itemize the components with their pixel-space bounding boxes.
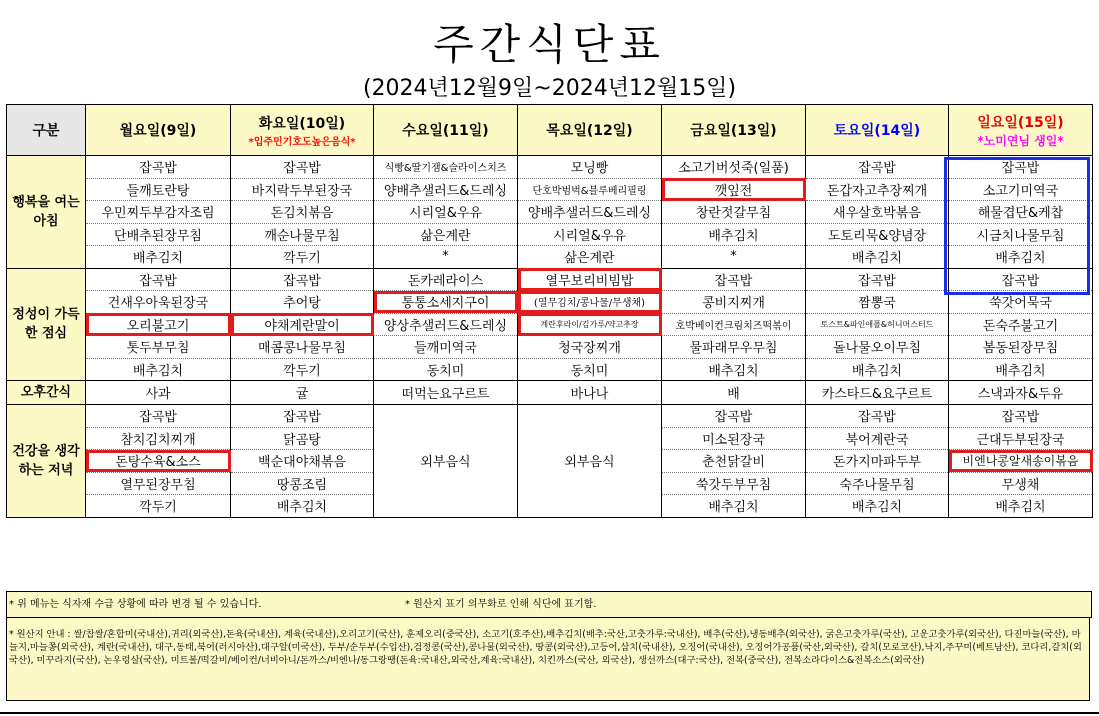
menu-item: 돈갑자고추장찌개 xyxy=(806,178,949,201)
lunch-row xyxy=(7,291,1093,314)
menu-item: 배추김치 xyxy=(806,358,949,381)
menu-item: 봄동된장무침 xyxy=(949,336,1093,359)
menu-item: 들깨미역국 xyxy=(374,336,518,359)
menu-item: 단배추된장무침 xyxy=(86,223,231,246)
menu-item: 배추김치 xyxy=(662,223,806,246)
menu-item-highlighted: (열무김치/콩나물/무생채) xyxy=(518,291,662,314)
menu-item: 돈김치볶음 xyxy=(231,201,374,224)
menu-item: 돈숙주불고기 xyxy=(949,313,1093,336)
menu-item: 쑥갓두부무침 xyxy=(662,472,806,495)
menu-item: 백순대야채볶음 xyxy=(231,450,374,473)
menu-item: 매콤콩나물무침 xyxy=(231,336,374,359)
menu-item-highlighted: 계란후라이/김가루/약고추장 xyxy=(518,313,662,336)
origin-info: * 원산지 안내 : 쌀/찹쌀/혼합미(국내산),귀리(외국산),돈육(국내산), 계육(국내산),오리고기(국산), 훈제오리(중국산), 소고기(호주산),배추김치(배추:국산,고춧가루:국내산), 배추(국산),냉동배추(외국산), 굵은고춧가루(국산), 고운고춧가루(외국산), 다진마늘(국산), 마늘지,마늘쫑(외국산), 계란(국내산), 대구,동태,북어(러시아산),대구알(미국산), 두부/순두부(수입산),검정콩(국산),콩나물(외국산), 땅콩(외국산),고등어,삼치(국내산), 오징어(국내산), 오징어가공품(국산,외국산), 갈치(모로코산),낙지,주꾸미(베트남산), 코다리,갈치(외국산), 미꾸라지(국산), 논우렁살(국산), 미트볼/떡갈비/베이컨/너비아니/돈까스/비엔나/동그랑땡(돈육:국내산,외국산,계육:국내산), 치킨까스(국산, 외국산), 생선까스(대구:국산), 전복(중국산), 전복소라다이스&전복소스(외국산) xyxy=(6,617,1090,701)
menu-item-highlighted: 열무보리비빔밥 xyxy=(518,268,662,291)
menu-item: 미소된장국 xyxy=(662,427,806,450)
menu-item: * xyxy=(662,246,806,269)
notice-bar xyxy=(6,591,1092,618)
menu-item: 돌나물오이무침 xyxy=(806,336,949,359)
menu-item: 동치미 xyxy=(518,358,662,381)
menu-item: 양배추샐러드&드레싱 xyxy=(374,178,518,201)
menu-item: 배추김치 xyxy=(806,495,949,518)
menu-item: 깨순나물무침 xyxy=(231,223,374,246)
header-tue-note: *입주민기호도높은음식* xyxy=(248,136,356,148)
dinner-row xyxy=(7,405,1093,428)
menu-item: 잡곡밥 xyxy=(806,405,949,428)
menu-item: 시금치나물무침 xyxy=(949,223,1093,246)
category-breakfast: 행복을 여는 아침 xyxy=(7,156,86,269)
breakfast-row xyxy=(7,156,1093,179)
menu-item: 단호박범벅&블루베리필링 xyxy=(518,178,662,201)
menu-item: 북어계란국 xyxy=(806,427,949,450)
menu-item: 귤 xyxy=(231,381,374,405)
menu-item: 배추김치 xyxy=(86,246,231,269)
bottom-divider xyxy=(0,712,1099,714)
menu-item: 돈가지마파두부 xyxy=(806,450,949,473)
menu-item: 사과 xyxy=(86,381,231,405)
menu-item-highlighted: 돈탕수육&소스 xyxy=(86,450,231,473)
menu-item-highlighted: 통통소세지구이 xyxy=(374,291,518,314)
menu-item: 청국장찌개 xyxy=(518,336,662,359)
menu-item: 깍두기 xyxy=(231,358,374,381)
header-sun-note: *노미연님 생일* xyxy=(977,133,1064,148)
menu-item: 깍두기 xyxy=(86,495,231,518)
menu-item: 잡곡밥 xyxy=(662,405,806,428)
menu-item: 물파래무우무침 xyxy=(662,336,806,359)
header-tue xyxy=(231,105,374,156)
menu-item: 잡곡밥 xyxy=(949,156,1093,179)
category-lunch: 정성이 가득한 점심 xyxy=(7,268,86,381)
menu-item: 돈카레라이스 xyxy=(374,268,518,291)
menu-item: 소고기미역국 xyxy=(949,178,1093,201)
menu-item: 창란젓갈무침 xyxy=(662,201,806,224)
menu-item: 잡곡밥 xyxy=(949,405,1093,428)
menu-item: 배추김치 xyxy=(231,495,374,518)
menu-item: 잡곡밥 xyxy=(86,268,231,291)
menu-item: 떠먹는요구르트 xyxy=(374,381,518,405)
menu-item: 건새우아욱된장국 xyxy=(86,291,231,314)
menu-item: 콩비지찌개 xyxy=(662,291,806,314)
category-dinner: 건강을 생각하는 저녁 xyxy=(7,405,86,518)
menu-item: 배추김치 xyxy=(662,495,806,518)
menu-item: 잡곡밥 xyxy=(86,156,231,179)
menu-item: 호박베이컨크림치즈떡볶이 xyxy=(662,313,806,336)
header-sun-label: 일요일(15일) xyxy=(977,114,1064,131)
menu-item: 닭곰탕 xyxy=(231,427,374,450)
menu-item: 짬뽕국 xyxy=(806,291,949,314)
menu-item: 해물겹단&케찹 xyxy=(949,201,1093,224)
header-gubun: 구분 xyxy=(7,105,86,156)
header-sun xyxy=(949,105,1093,156)
menu-item: 배추김치 xyxy=(949,495,1093,518)
header-row xyxy=(7,105,1093,156)
menu-item: 삶은계란 xyxy=(374,223,518,246)
menu-item: 배추김치 xyxy=(86,358,231,381)
header-mon: 월요일(9일) xyxy=(86,105,231,156)
menu-item: 바지락두부된장국 xyxy=(231,178,374,201)
menu-item: 시리얼&우유 xyxy=(518,223,662,246)
breakfast-row xyxy=(7,178,1093,201)
menu-item: 잡곡밥 xyxy=(949,268,1093,291)
menu-item: 톳두부무침 xyxy=(86,336,231,359)
breakfast-row xyxy=(7,223,1093,246)
header-wed: 수요일(11일) xyxy=(374,105,518,156)
snack-row xyxy=(7,381,1093,405)
menu-item: 양상추샐러드&드레싱 xyxy=(374,313,518,336)
menu-item: 도토리묵&양념장 xyxy=(806,223,949,246)
menu-item: 바나나 xyxy=(518,381,662,405)
header-tue-label: 화요일(10일) xyxy=(258,115,346,132)
menu-item-highlighted: 비엔나콩알새송이볶음 xyxy=(949,450,1093,473)
menu-item: 추어탕 xyxy=(231,291,374,314)
notice-origin: * 원산지 표기 의무화로 인해 식단에 표기함. xyxy=(405,599,597,610)
menu-item: 토스트&파인애플&허니머스터드 xyxy=(806,313,949,336)
lunch-row xyxy=(7,268,1093,291)
menu-item: 배추김치 xyxy=(662,358,806,381)
menu-item: 식빵&딸기잼&슬라이스치즈 xyxy=(374,156,518,179)
menu-item: 쑥갓어묵국 xyxy=(949,291,1093,314)
lunch-row xyxy=(7,313,1093,336)
menu-item: 숙주나물무침 xyxy=(806,472,949,495)
menu-item-outside-meal: 외부음식 xyxy=(374,405,518,518)
menu-item: 새우살호박볶음 xyxy=(806,201,949,224)
menu-item: 열무된장무침 xyxy=(86,472,231,495)
page-title: 주간식단표 xyxy=(433,20,666,69)
category-snack: 오후간식 xyxy=(7,381,86,405)
menu-item: 잡곡밥 xyxy=(231,268,374,291)
lunch-row xyxy=(7,336,1093,359)
header-sat: 토요일(14일) xyxy=(806,105,949,156)
menu-item: 춘천닭갈비 xyxy=(662,450,806,473)
menu-item: 배추김치 xyxy=(806,246,949,269)
menu-item: 우민찌두부감자조림 xyxy=(86,201,231,224)
menu-item: 잡곡밥 xyxy=(231,156,374,179)
menu-item-highlighted: 야채계란말이 xyxy=(231,313,374,336)
menu-item: 잡곡밥 xyxy=(806,268,949,291)
menu-item: 근대두부된장국 xyxy=(949,427,1093,450)
menu-item: 참치김치찌개 xyxy=(86,427,231,450)
breakfast-row xyxy=(7,201,1093,224)
notice-change: * 위 메뉴는 식자재 수급 상황에 따라 변경 될 수 있습니다. xyxy=(9,599,262,610)
weekly-menu-table xyxy=(6,104,1093,518)
menu-item-outside-meal: 외부음식 xyxy=(518,405,662,518)
date-range: (2024년12월9일~2024년12월15일) xyxy=(362,76,737,101)
menu-item: 깍두기 xyxy=(231,246,374,269)
menu-item: 배 xyxy=(662,381,806,405)
menu-item-highlighted: 오리불고기 xyxy=(86,313,231,336)
menu-item: 잡곡밥 xyxy=(662,268,806,291)
menu-item: 배추김치 xyxy=(949,358,1093,381)
menu-item: 소고기버섯죽(일품) xyxy=(662,156,806,179)
menu-item: 잡곡밥 xyxy=(231,405,374,428)
menu-item: 스낵과자&두유 xyxy=(949,381,1093,405)
menu-item: 동치미 xyxy=(374,358,518,381)
menu-item: 배추김치 xyxy=(949,246,1093,269)
menu-item-highlighted: 깻잎전 xyxy=(662,178,806,201)
menu-item: 모닝빵 xyxy=(518,156,662,179)
breakfast-row xyxy=(7,246,1093,269)
menu-item: 땅콩조림 xyxy=(231,472,374,495)
lunch-row xyxy=(7,358,1093,381)
header-thu: 목요일(12일) xyxy=(518,105,662,156)
menu-item: 무생채 xyxy=(949,472,1093,495)
menu-item: * xyxy=(374,246,518,269)
menu-item: 들깨토란탕 xyxy=(86,178,231,201)
menu-item: 양배추샐러드&드레싱 xyxy=(518,201,662,224)
menu-item: 잡곡밥 xyxy=(806,156,949,179)
menu-item: 삶은계란 xyxy=(518,246,662,269)
menu-item: 시리얼&우유 xyxy=(374,201,518,224)
header-fri: 금요일(13일) xyxy=(662,105,806,156)
menu-item: 잡곡밥 xyxy=(86,405,231,428)
menu-item: 카스타드&요구르트 xyxy=(806,381,949,405)
